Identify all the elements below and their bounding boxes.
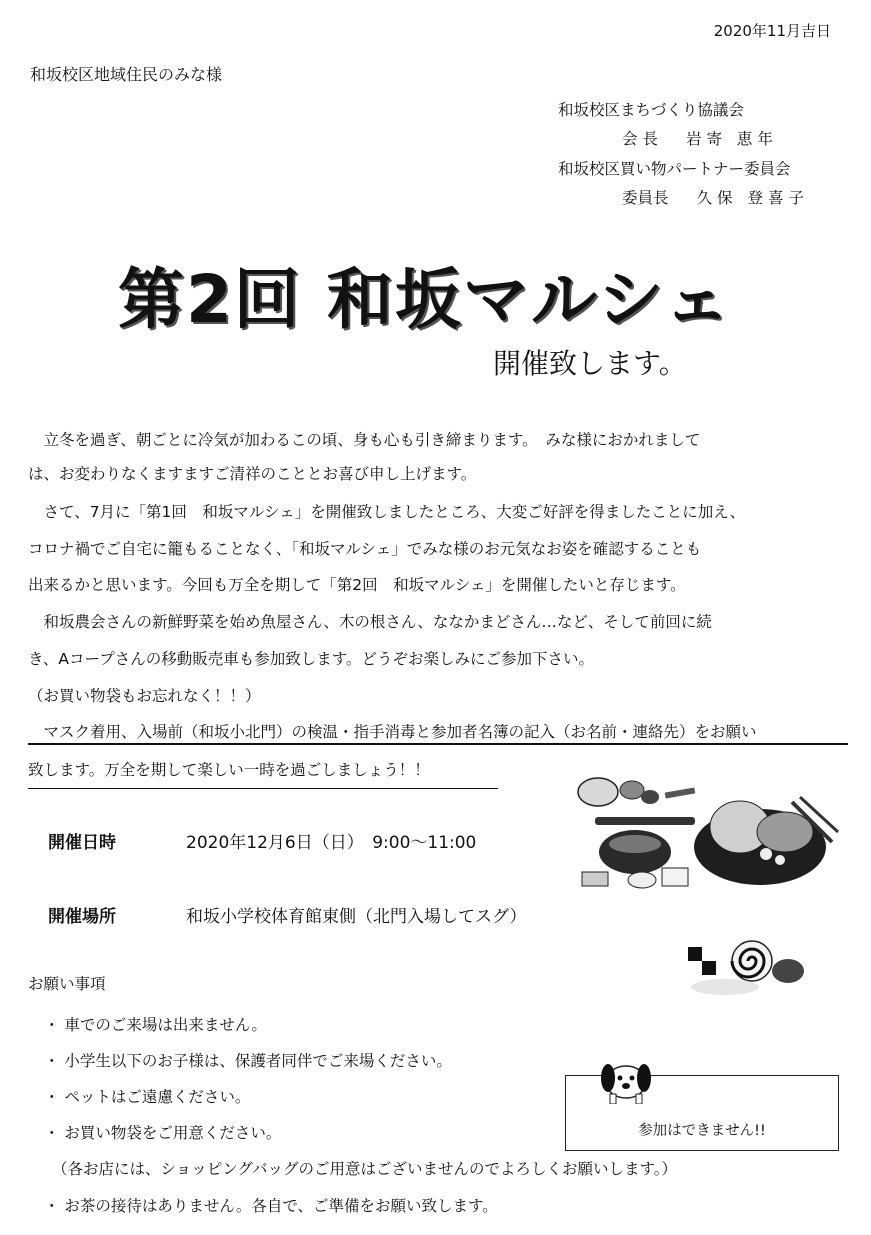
sender-name-2: 久保 登喜子	[696, 189, 809, 207]
vegetables-basket-icon	[570, 772, 845, 897]
request-item: ・ お買い物袋をご用意ください。	[44, 1124, 282, 1142]
sender-role-2: 委員長	[622, 189, 669, 207]
event-place-label: 開催場所	[48, 907, 116, 927]
body-line: き、Aコープさんの移動販売車も参加致します。どうぞお楽しみにご参加下さい。	[28, 650, 594, 668]
no-pets-notice	[565, 1075, 839, 1151]
body-line: は、お変わりなくますますご清祥のこととお喜び申し上げます。	[28, 465, 477, 483]
request-note: （各お店には、ショッピングバッグのご用意はございませんのでよろしくお願いします。）	[52, 1160, 677, 1178]
requests-heading: お願い事項	[28, 975, 106, 993]
sender-org-2: 和坂校区買い物パートナー委員会	[558, 160, 791, 178]
body-line: （お買い物袋もお忘れなく！！）	[28, 687, 261, 705]
sender-person-2	[622, 186, 809, 208]
request-item: ・ 車でのご来場は出来ません。	[44, 1016, 267, 1034]
body-line: 致します。万全を期して楽しい一時を過ごしましょう！！	[28, 761, 430, 779]
event-place-value: 和坂小学校体育館東側（北門入場してスグ）	[186, 907, 527, 927]
sender-person-1	[622, 127, 778, 149]
page-title: 第2回 和坂マルシェ	[118, 261, 732, 338]
no-pets-text: 参加はできません!!	[638, 1123, 766, 1139]
body-line: 出来るかと思います。今回も万全を期して「第2回 和坂マルシェ」を開催したいと存じます。	[28, 576, 686, 594]
divider-line	[28, 743, 848, 745]
sender-org-1: 和坂校区まちづくり協議会	[558, 101, 744, 119]
body-line: さて、7月に「第1回 和坂マルシェ」を開催致しましたところ、大変ご好評を得ましたことに加え、	[28, 503, 746, 521]
event-date-value: 2020年12月6日（日） 9:00～11:00	[186, 833, 477, 853]
addressee: 和坂校区地域住民のみな様	[30, 65, 223, 84]
event-date-label: 開催日時	[48, 833, 116, 853]
body-line: コロナ禍でご自宅に籠もることなく、「和坂マルシェ」でみな様のお元気なお姿を確認することも	[28, 540, 702, 558]
request-item: ・ 小学生以下のお子様は、保護者同伴でご来場ください。	[44, 1052, 452, 1070]
body-line: マスク着用、入場前（和坂小北門）の検温・指手消毒と参加者名簿の記入（お名前・連絡先）をお願い	[28, 723, 757, 741]
body-line: 立冬を過ぎ、朝ごとに冷気が加わるこの頃、身も心も引き締まります。 みな様におかれまして	[28, 431, 701, 449]
divider-line	[28, 788, 498, 789]
fishcake-plate-icon	[680, 935, 810, 1000]
request-item: ・ ペットはご遠慮ください。	[44, 1088, 251, 1106]
page-subtitle: 開催致します。	[493, 347, 687, 380]
sender-name-1: 岩寄 恵年	[685, 130, 778, 148]
body-line: 和坂農会さんの新鮮野菜を始め魚屋さん、木の根さん、ななかまどさん…など、そして前回に続	[28, 613, 712, 631]
sender-role-1: 会 長	[622, 130, 658, 148]
request-item: ・ お茶の接待はありません。各自で、ご準備をお願い致します。	[44, 1197, 498, 1215]
dog-icon	[594, 1052, 656, 1104]
document-date: 2020年11月吉日	[713, 22, 831, 40]
